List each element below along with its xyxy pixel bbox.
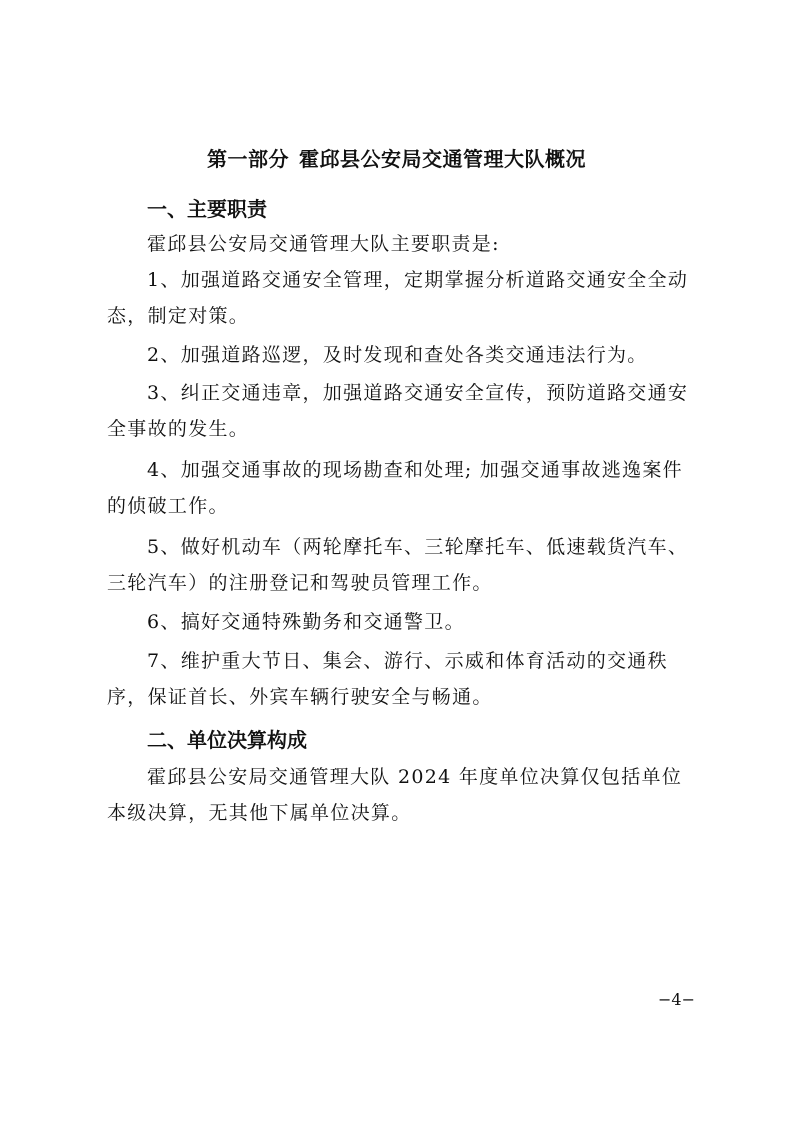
duty-item-5: 5、做好机动车（两轮摩托车、三轮摩托车、低速载货汽车、三轮汽车）的注册登记和驾驶员管理工作。 [107,536,689,594]
intro-paragraph: 霍邱县公安局交通管理大队主要职责是: [147,233,500,255]
page-number: −4− [658,990,695,1009]
duty-item-4: 4、加强交通事故的现场勘查和处理; 加强交通事故逃逸案件的侦破工作。 [107,459,683,517]
duty-item-7: 7、维护重大节日、集会、游行、示威和体育活动的交通秩序，保证首长、外宾车辆行驶安全与畅通。 [107,650,668,708]
duty-item-6: 6、搞好交通特殊勤务和交通警卫。 [147,611,465,633]
section-heading-composition: 二、单位决算构成 [147,728,307,752]
duty-item-2: 2、加强道路巡逻，及时发现和查处各类交通违法行为。 [147,344,648,366]
duty-item-1: 1、加强道路交通安全管理，定期掌握分析道路交通安全全动态，制定对策。 [107,269,689,327]
composition-paragraph: 霍邱县公安局交通管理大队 2024 年度单位决算仅包括单位本级决算，无其他下属单位决算。 [107,766,683,824]
title-main: 霍邱县公安局交通管理大队概况 [299,147,586,171]
page-title [0,143,793,172]
duty-item-3: 3、纠正交通违章，加强道路交通安全宣传，预防道路交通安全事故的发生。 [107,382,689,440]
title-part: 第一部分 [207,147,289,171]
section-heading-duties: 一、主要职责 [147,197,267,221]
